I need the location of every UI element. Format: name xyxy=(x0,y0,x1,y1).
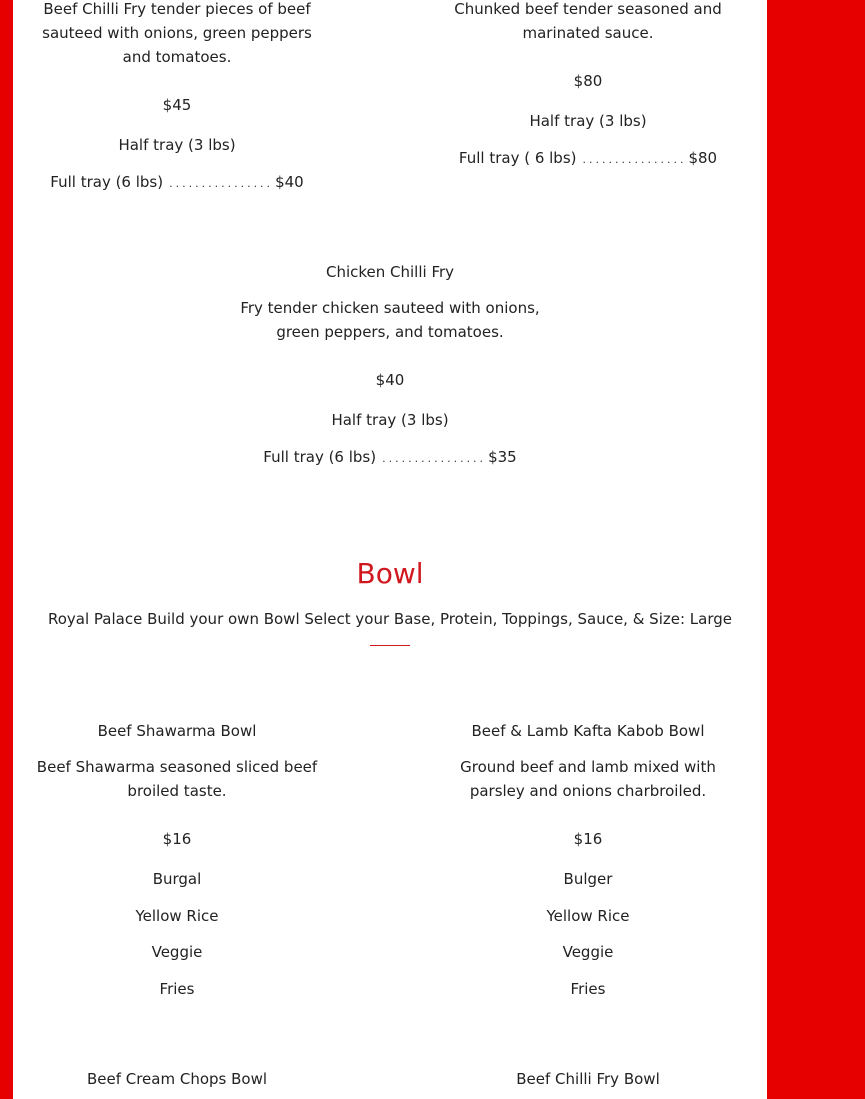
bowl-option: Burgal xyxy=(152,870,202,888)
full-tray-price: $35 xyxy=(488,448,517,466)
leader-dots: ................ xyxy=(382,452,487,465)
item-description: Beef Chilli Fry tender pieces of beef sauteed with onions, green peppers and tomatoes. xyxy=(42,0,312,66)
right-side-bar xyxy=(767,0,865,1099)
menu-item-beef-chilli-fry-bowl xyxy=(438,1067,738,1091)
left-side-bar xyxy=(0,0,13,1099)
bowl-option: Veggie xyxy=(151,943,203,961)
full-tray-row xyxy=(27,170,327,196)
bowl-option: Yellow Rice xyxy=(135,907,219,925)
bowl-option: Fries xyxy=(570,980,606,998)
item-description: Beef Shawarma seasoned sliced beef broiled taste. xyxy=(36,758,318,800)
item-name: Beef Chilli Fry Bowl xyxy=(516,1070,660,1088)
half-tray-label: Half tray (3 lbs) xyxy=(529,112,647,130)
menu-item-beef-shawarma-bowl xyxy=(27,719,327,1001)
bowl-option: Veggie xyxy=(562,943,614,961)
item-name: Beef Shawarma Bowl xyxy=(97,722,257,740)
full-tray-row xyxy=(190,445,590,471)
menu-item-chunked-beef xyxy=(438,0,738,172)
leader-dots: ................ xyxy=(169,177,274,190)
item-price: $16 xyxy=(162,830,192,848)
bowl-option: Fries xyxy=(159,980,195,998)
full-tray-row xyxy=(438,146,738,172)
full-tray-label: Full tray (6 lbs) xyxy=(50,173,164,191)
item-price: $16 xyxy=(573,830,603,848)
full-tray-price: $80 xyxy=(688,149,718,167)
menu-content xyxy=(13,0,767,1099)
section-description: Royal Palace Build your own Bowl Select your Base, Protein, Toppings, Sauce, & Size: Large xyxy=(47,610,733,628)
item-name: Beef Cream Chops Bowl xyxy=(86,1070,268,1088)
half-tray-label: Half tray (3 lbs) xyxy=(331,411,449,429)
item-description: Chunked beef tender seasoned and marinated sauce. xyxy=(454,0,722,42)
item-name: Beef & Lamb Kafta Kabob Bowl xyxy=(471,722,705,740)
full-tray-label: Full tray (6 lbs) xyxy=(263,448,377,466)
item-price: $80 xyxy=(573,72,603,90)
item-price: $45 xyxy=(162,96,192,114)
section-title-bowl: Bowl xyxy=(356,557,424,590)
item-name: Chicken Chilli Fry xyxy=(325,263,455,281)
half-tray-label: Half tray (3 lbs) xyxy=(118,136,236,154)
leader-dots: ................ xyxy=(582,153,687,166)
menu-item-chicken-chilli-fry xyxy=(190,260,590,471)
menu-item-beef-chilli-fry xyxy=(27,0,327,196)
item-description: Ground beef and lamb mixed with parsley and onions charbroiled. xyxy=(460,758,716,800)
menu-item-beef-cream-chops-bowl xyxy=(27,1067,327,1091)
full-tray-price: $40 xyxy=(275,173,304,191)
full-tray-label: Full tray ( 6 lbs) xyxy=(458,149,577,167)
section-divider xyxy=(370,645,410,646)
bowl-option: Yellow Rice xyxy=(546,907,630,925)
item-description: Fry tender chicken sauteed with onions, green peppers, and tomatoes. xyxy=(240,299,540,341)
item-price: $40 xyxy=(375,371,405,389)
bowl-option: Bulger xyxy=(563,870,613,888)
menu-item-kafta-kabob-bowl xyxy=(438,719,738,1001)
